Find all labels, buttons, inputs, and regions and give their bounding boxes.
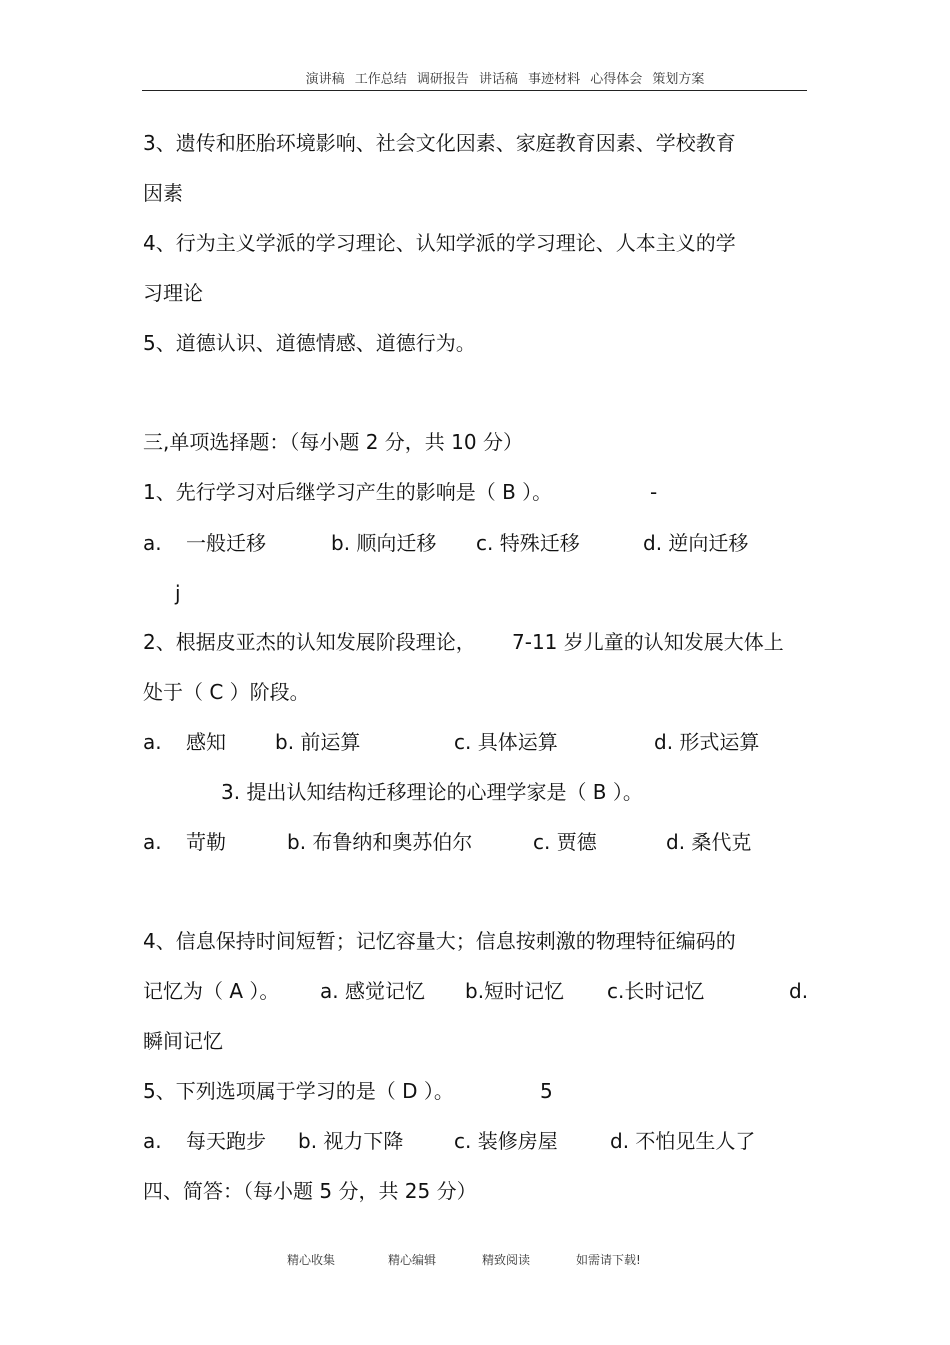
q3-option-a: 苛勒 [186, 830, 226, 854]
page-header: 演讲稿 工作总结 调研报告 讲话稿 事迹材料 心得体会 策划方案 [305, 72, 705, 87]
question-3: 3. 提出认知结构迁移理论的心理学家是（ B ）。 [221, 780, 643, 804]
footer-item: 精心收集 [287, 1253, 336, 1267]
q5-option-d: d. 不怕见生人了 [610, 1129, 756, 1153]
stray-mark: 5 [540, 1079, 553, 1103]
section-heading-short-answer: 四、简答：（每小题 5 分，共 25 分） [143, 1179, 477, 1203]
q5-option-a: 每天跑步 [186, 1129, 266, 1153]
q4-option-c: c.长时记忆 [607, 979, 705, 1003]
footer-item: 精心编辑 [388, 1253, 437, 1267]
question-4-cont: 记忆为（ A ）。 [143, 979, 280, 1003]
question-1: 1、先行学习对后继学习产生的影响是（ B ）。 [143, 480, 553, 504]
q3-option-c: c. 贾德 [533, 830, 597, 854]
q4-option-a: a. 感觉记忆 [320, 979, 425, 1003]
answer-line-4: 4、行为主义学派的学习理论、认知学派的学习理论、人本主义的学 [143, 231, 736, 255]
answer-line-3: 3、遗传和胚胎环境影响、社会文化因素、家庭教育因素、学校教育 [143, 131, 736, 155]
q4-option-d-label: d. [789, 979, 809, 1003]
q1-option-c: c. 特殊迁移 [476, 531, 580, 555]
q1-option-b: b. 顺向迁移 [331, 531, 437, 555]
q2-option-a-label: a. [143, 730, 162, 754]
q2-option-b: b. 前运算 [275, 730, 361, 754]
q1-option-a: 一般迁移 [186, 531, 266, 555]
header-rule [142, 90, 807, 91]
q4-option-d: 瞬间记忆 [143, 1029, 223, 1053]
question-2-cont2: 处于（ C ）阶段。 [143, 680, 310, 704]
q2-option-c: c. 具体运算 [454, 730, 558, 754]
question-5: 5、下列选项属于学习的是（ D ）。 [143, 1079, 454, 1103]
question-2-cont: 7-11 岁儿童的认知发展大体上 [512, 630, 784, 654]
q2-option-d: d. 形式运算 [654, 730, 760, 754]
q2-option-a: 感知 [186, 730, 226, 754]
section-heading-single-choice: 三,单项选择题：（每小题 2 分，共 10 分） [143, 430, 523, 454]
q3-option-b: b. 布鲁纳和奥苏伯尔 [287, 830, 473, 854]
q4-option-b: b.短时记忆 [465, 979, 565, 1003]
stray-mark: j [175, 581, 181, 605]
q1-option-a-label: a. [143, 531, 162, 555]
answer-line-4-cont: 习理论 [143, 281, 203, 305]
footer-item: 如需请下载! [576, 1253, 641, 1267]
q1-option-d: d. 逆向迁移 [643, 531, 749, 555]
question-4: 4、信息保持时间短暂；记忆容量大；信息按刺激的物理特征编码的 [143, 929, 736, 953]
q5-option-a-label: a. [143, 1129, 162, 1153]
footer-item: 精致阅读 [482, 1253, 531, 1267]
q3-option-a-label: a. [143, 830, 162, 854]
answer-line-3-cont: 因素 [143, 181, 183, 205]
q5-option-b: b. 视力下降 [298, 1129, 404, 1153]
stray-mark: - [650, 480, 658, 504]
question-2: 2、根据皮亚杰的认知发展阶段理论， [143, 630, 476, 654]
answer-line-5: 5、道德认识、道德情感、道德行为。 [143, 331, 476, 355]
q3-option-d: d. 桑代克 [666, 830, 752, 854]
q5-option-c: c. 装修房屋 [454, 1129, 558, 1153]
